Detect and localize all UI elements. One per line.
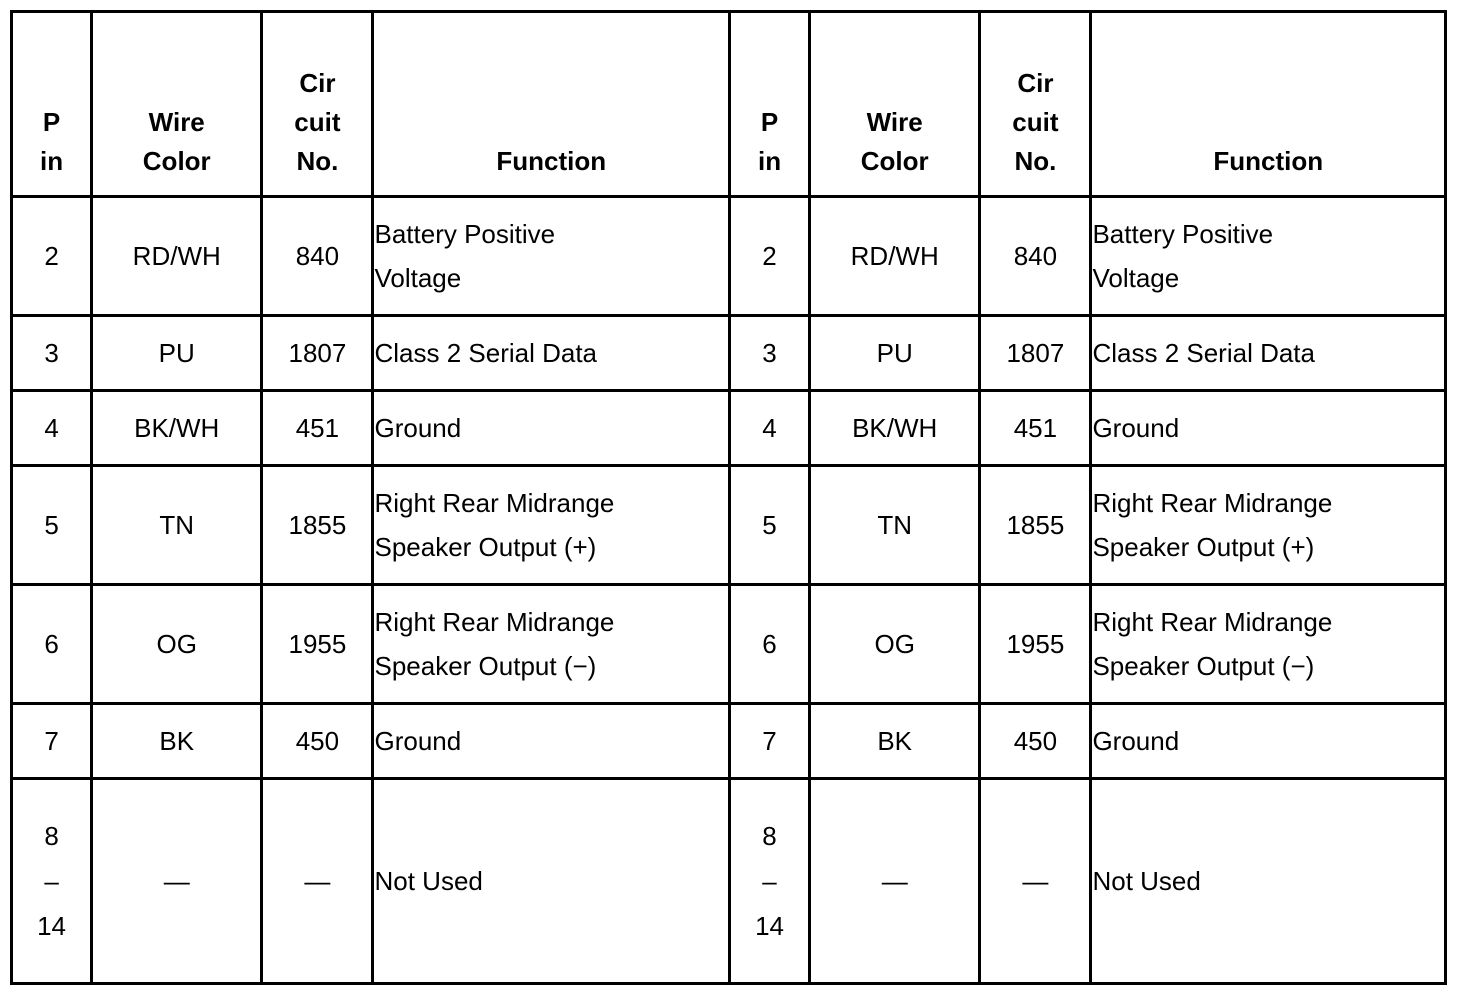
circuit-no-cell: 450 (980, 704, 1091, 779)
wire-color-cell: BK (810, 704, 980, 779)
wire-color-cell: BK/WH (810, 391, 980, 466)
pin-cell: 5 (729, 466, 809, 585)
pin-cell: 5 (12, 466, 92, 585)
header-wire-color: Wire Color (92, 12, 262, 197)
function-cell: Right Rear Midrange Speaker Output (−) (373, 585, 729, 704)
function-cell: Right Rear Midrange Speaker Output (+) (1091, 466, 1446, 585)
function-cell: Battery Positive Voltage (1091, 197, 1446, 316)
circuit-no-cell: — (980, 779, 1091, 984)
function-cell: Ground (373, 391, 729, 466)
connector-pinout-table (10, 10, 1447, 985)
header-pin: P in (729, 12, 809, 197)
function-cell: Ground (373, 704, 729, 779)
pin-cell: 8 – 14 (12, 779, 92, 984)
pin-cell: 4 (729, 391, 809, 466)
table-row (12, 585, 1446, 704)
wire-color-cell: — (92, 779, 262, 984)
pin-cell: 3 (12, 316, 92, 391)
header-pin: P in (12, 12, 92, 197)
circuit-no-cell: 451 (262, 391, 373, 466)
header-circuit-no: Cir cuit No. (262, 12, 373, 197)
function-cell: Class 2 Serial Data (1091, 316, 1446, 391)
circuit-no-cell: 1955 (262, 585, 373, 704)
circuit-no-cell: 1955 (980, 585, 1091, 704)
function-cell: Not Used (373, 779, 729, 984)
function-cell: Not Used (1091, 779, 1446, 984)
header-wire-color: Wire Color (810, 12, 980, 197)
wire-color-cell: TN (810, 466, 980, 585)
table-row (12, 779, 1446, 984)
wire-color-cell: RD/WH (810, 197, 980, 316)
function-cell: Ground (1091, 391, 1446, 466)
function-cell: Ground (1091, 704, 1446, 779)
wire-color-cell: PU (92, 316, 262, 391)
header-row (12, 12, 1446, 197)
header-circuit-no: Cir cuit No. (980, 12, 1091, 197)
pin-cell: 2 (729, 197, 809, 316)
wire-color-cell: OG (810, 585, 980, 704)
pin-cell: 7 (12, 704, 92, 779)
function-cell: Right Rear Midrange Speaker Output (−) (1091, 585, 1446, 704)
circuit-no-cell: 1807 (262, 316, 373, 391)
header-function: Function (373, 12, 729, 197)
wire-color-cell: BK/WH (92, 391, 262, 466)
function-cell: Class 2 Serial Data (373, 316, 729, 391)
function-cell: Right Rear Midrange Speaker Output (+) (373, 466, 729, 585)
wire-color-cell: BK (92, 704, 262, 779)
wire-color-cell: OG (92, 585, 262, 704)
pin-cell: 4 (12, 391, 92, 466)
wire-color-cell: PU (810, 316, 980, 391)
circuit-no-cell: 450 (262, 704, 373, 779)
pin-cell: 7 (729, 704, 809, 779)
table-row (12, 466, 1446, 585)
wire-color-cell: TN (92, 466, 262, 585)
table-row (12, 197, 1446, 316)
pin-cell: 6 (729, 585, 809, 704)
circuit-no-cell: 1855 (980, 466, 1091, 585)
table-row (12, 316, 1446, 391)
pin-cell: 3 (729, 316, 809, 391)
pin-cell: 2 (12, 197, 92, 316)
circuit-no-cell: 1807 (980, 316, 1091, 391)
circuit-no-cell: — (262, 779, 373, 984)
function-cell: Battery Positive Voltage (373, 197, 729, 316)
circuit-no-cell: 840 (980, 197, 1091, 316)
circuit-no-cell: 451 (980, 391, 1091, 466)
pin-cell: 6 (12, 585, 92, 704)
wire-color-cell: — (810, 779, 980, 984)
circuit-no-cell: 840 (262, 197, 373, 316)
wire-color-cell: RD/WH (92, 197, 262, 316)
table-row (12, 704, 1446, 779)
header-function: Function (1091, 12, 1446, 197)
pin-cell: 8 – 14 (729, 779, 809, 984)
circuit-no-cell: 1855 (262, 466, 373, 585)
table-row (12, 391, 1446, 466)
